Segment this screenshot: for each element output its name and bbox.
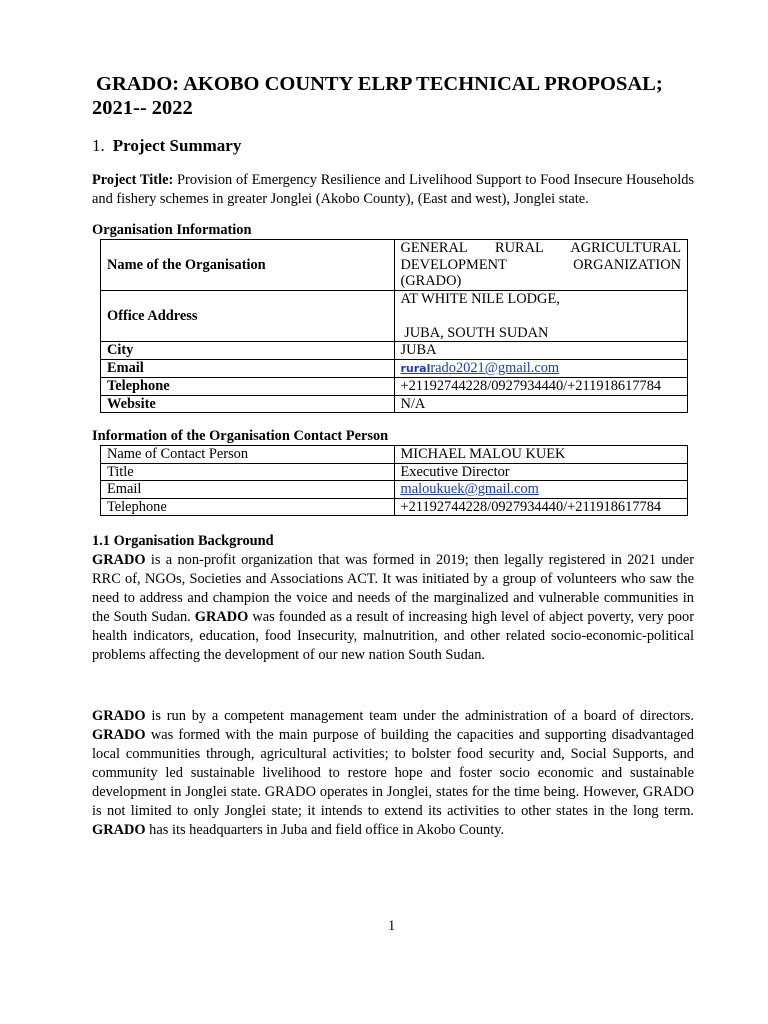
grado-bold: GRADO <box>92 708 146 724</box>
table-row <box>101 463 688 481</box>
table-row <box>101 359 688 378</box>
org-name-value <box>394 240 688 291</box>
table-row <box>101 240 688 291</box>
telephone-label: Telephone <box>101 378 395 396</box>
table-row <box>101 481 688 499</box>
grado-bold: GRADO <box>92 822 146 838</box>
page-number: 1 <box>388 918 396 934</box>
contact-email-value[interactable] <box>394 481 688 499</box>
paragraph-text: is a non-profit organization that was formed in 2019; then legally registered in 2021 under RRC of, NGOs, Societies and Associations ACT. It was initiated by a group of volunteers who saw the need to address and champion the voice and needs of the marginalized and vulnerable communities in the South Sudan. <box>92 552 694 625</box>
project-title-paragraph <box>92 171 694 209</box>
email-label: Email <box>101 359 395 378</box>
section-number: 1. <box>92 136 105 155</box>
section-heading <box>92 136 241 156</box>
title-line-2: 2021-- 2022 <box>92 97 193 119</box>
grado-bold: GRADO <box>92 552 146 568</box>
table-row <box>101 395 688 413</box>
title-line-1: GRADO: AKOBO COUNTY ELRP TECHNICAL PROPOSAL; <box>96 73 663 95</box>
organisation-info-table <box>100 239 688 413</box>
org-name-line-1: GENERAL RURAL AGRICULTURAL <box>400 240 681 257</box>
table-row <box>101 342 688 360</box>
project-title-label: Project Title: <box>92 172 174 188</box>
contact-name-label: Name of Contact Person <box>101 446 395 464</box>
city-label: City <box>101 342 395 360</box>
telephone-value: +21192744228/0927934440/+211918617784 <box>394 378 688 396</box>
contact-title-label: Title <box>101 463 395 481</box>
table-row <box>101 378 688 396</box>
org-email-value[interactable] <box>394 359 688 378</box>
address-line-2: JUBA, SOUTH SUDAN <box>400 324 549 341</box>
org-email-prefix: rural <box>400 361 431 375</box>
document-title <box>92 72 712 120</box>
contact-telephone-label: Telephone <box>101 498 395 516</box>
section-title: Project Summary <box>112 136 242 155</box>
paragraph-text: is run by a competent management team under the administration of a board of directors. <box>145 708 694 724</box>
contact-telephone-value: +21192744228/0927934440/+211918617784 <box>394 498 688 516</box>
paragraph-text: was founded as a result of increasing high level of abject poverty, very poor health indicators, education, food Insecurity, malnutrition, and other related socio-economic-political problems affecting the development of our new nation South Sudan. <box>92 609 694 663</box>
background-heading: 1.1 Organisation Background <box>92 533 274 549</box>
project-title-text: Provision of Emergency Resilience and Livelihood Support to Food Insecure Households and fishery schemes in greater Jonglei (Akobo County), (East and west), Jonglei state. <box>92 172 694 207</box>
table-row <box>101 291 688 342</box>
table-row <box>101 498 688 516</box>
background-paragraph-2 <box>92 707 694 840</box>
table-row <box>101 446 688 464</box>
org-info-heading: Organisation Information <box>92 222 252 238</box>
grado-bold: GRADO <box>92 727 146 743</box>
org-name-line-3: (GRADO) <box>400 273 462 290</box>
paragraph-text: was formed with the main purpose of building the capacities and supporting disadvantaged local communities through, agricultural activities; to bolster food security and, Social Supports, and community led sustainable livelihood to restore hope and foster socio economic and sustainable development in Jonglei state. GRADO operates in Jonglei, states for the time being. However, GRADO is not limited to only Jonglei state; it intends to extend its activities to other states in the long term. <box>92 727 694 819</box>
paragraph-text: has its headquarters in Juba and field office in Akobo County. <box>145 822 505 838</box>
website-value: N/A <box>394 395 688 413</box>
org-email-rest: rado2021@gmail.com <box>430 359 560 376</box>
city-value: JUBA <box>394 342 688 360</box>
contact-email-label: Email <box>101 481 395 499</box>
office-address-value <box>394 291 688 342</box>
contact-email-link[interactable]: maloukuek@gmail.com <box>400 481 539 497</box>
org-email-link[interactable] <box>401 360 560 376</box>
contact-person-heading: Information of the Organisation Contact Person <box>92 428 389 444</box>
contact-person-table <box>100 445 688 516</box>
contact-title-value: Executive Director <box>394 463 688 481</box>
address-line-1: AT WHITE NILE LODGE, <box>400 291 560 307</box>
grado-bold: GRADO <box>194 609 249 625</box>
background-paragraph-1 <box>92 551 694 665</box>
website-label: Website <box>101 395 395 413</box>
contact-name-value: MICHAEL MALOU KUEK <box>394 446 688 464</box>
org-name-label: Name of the Organisation <box>101 240 395 291</box>
office-address-label: Office Address <box>101 291 395 342</box>
org-name-line-2: DEVELOPMENT ORGANIZATION <box>400 256 681 273</box>
